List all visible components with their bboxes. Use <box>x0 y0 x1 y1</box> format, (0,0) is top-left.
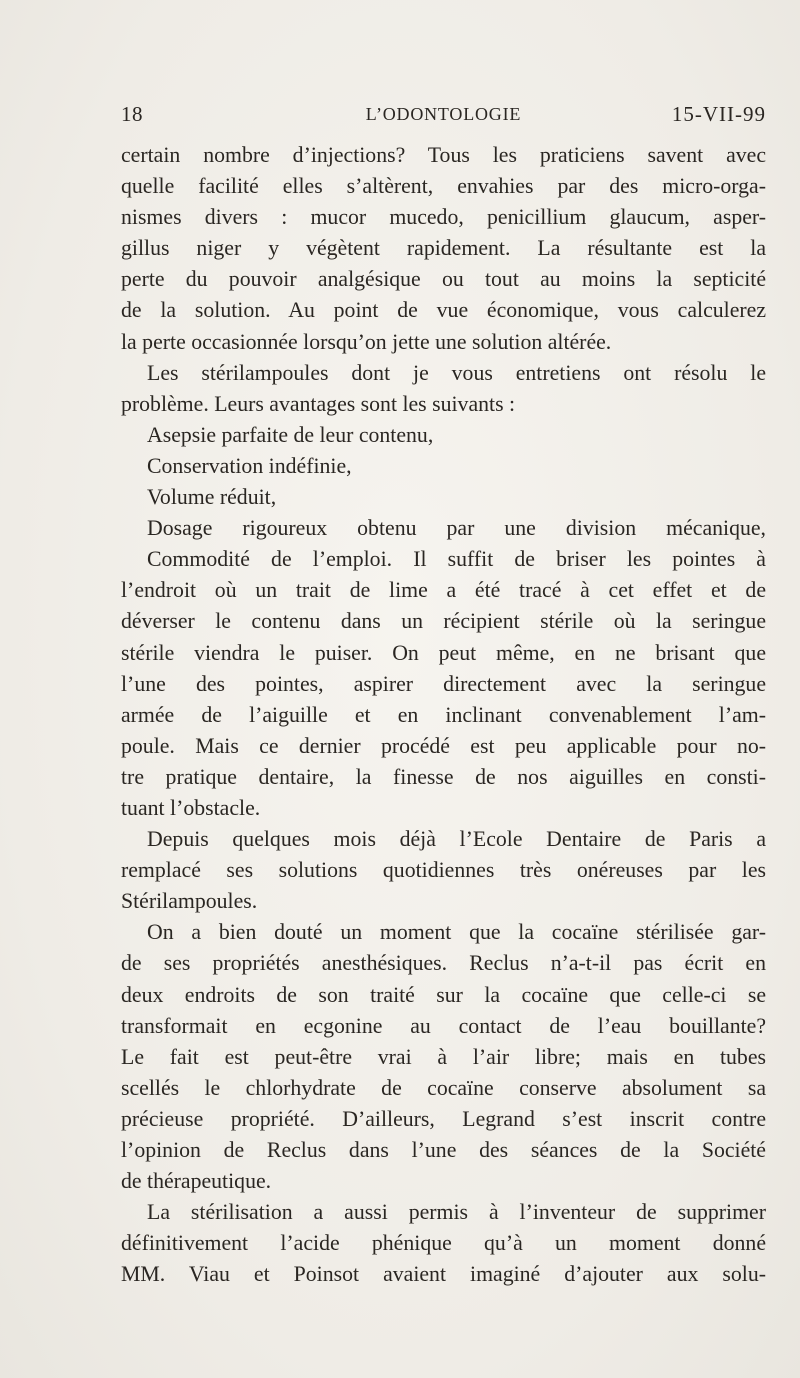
text-line: perte du pouvoir analgésique ou tout au moins la septicité <box>121 267 766 292</box>
text-line: armée de l’aiguille et en inclinant convenablement l’am- <box>121 702 766 727</box>
text-line: la perte occasionnée lorsqu’on jette une solution altérée. <box>121 329 612 354</box>
text-line: certain nombre d’injections? Tous les praticiens savent avec <box>121 143 766 167</box>
text-line: Asepsie parfaite de leur contenu, <box>147 422 434 447</box>
body-text <box>121 140 766 1290</box>
text-line: définitivement l’acide phénique qu’à un moment donné <box>121 1231 766 1256</box>
text-line: de la solution. Au point de vue économique, vous calculerez <box>121 298 766 323</box>
text-line: poule. Mais ce dernier procédé est peu applicable pour no- <box>121 733 766 758</box>
text-line: scellés le chlorhydrate de cocaïne conserve absolument sa <box>121 1075 766 1100</box>
journal-title: L’ODONTOLOGIE <box>365 104 522 124</box>
text-line: nismes divers : mucor mucedo, penicillium glaucum, asper- <box>121 205 766 230</box>
text-line: Volume réduit, <box>147 485 277 510</box>
text-line: déverser le contenu dans un récipient stérile où la seringue <box>121 609 766 634</box>
issue-date: 15-VII-99 <box>671 102 766 126</box>
text-line: gillus niger y végètent rapidement. La résultante est la <box>121 236 766 261</box>
text-line: Les stérilampoules dont je vous entretiens ont résolu le <box>147 360 766 385</box>
text-line: de ses propriétés anesthésiques. Reclus n’a-t-il pas écrit en <box>121 951 766 976</box>
text-line: Stérilampoules. <box>121 889 258 914</box>
page-number: 18 <box>121 102 143 126</box>
text-line: Depuis quelques mois déjà l’Ecole Dentaire de Paris a <box>147 827 766 852</box>
text-line: Conservation indéfinie, <box>147 453 352 478</box>
running-header <box>121 102 766 132</box>
text-line: l’opinion de Reclus dans l’une des séances de la Société <box>121 1138 766 1162</box>
text-line: tre pratique dentaire, la finesse de nos aiguilles en consti- <box>121 764 766 789</box>
text-line: de thérapeutique. <box>121 1169 272 1194</box>
text-line: l’une des pointes, aspirer directement avec la seringue <box>121 671 766 696</box>
text-line: Commodité de l’emploi. Il suffit de briser les pointes à <box>147 547 766 572</box>
text-line: remplacé ses solutions quotidiennes très onéreuses par les <box>121 858 766 883</box>
text-line: On a bien douté un moment que la cocaïne stérilisée gar- <box>147 920 766 945</box>
text-line: stérile viendra le puiser. On peut même, en ne brisant que <box>121 640 766 665</box>
text-line: précieuse propriété. D’ailleurs, Legrand s’est inscrit contre <box>121 1106 766 1131</box>
text-line: Dosage rigoureux obtenu par une division mécanique, <box>147 516 766 541</box>
text-line: l’endroit où un trait de lime a été tracé à cet effet et de <box>121 578 766 603</box>
text-line: problème. Leurs avantages sont les suivants : <box>121 391 516 416</box>
text-line: tuant l’obstacle. <box>121 795 261 820</box>
text-line: deux endroits de son traité sur la cocaïne que celle-ci se <box>121 982 766 1007</box>
text-line: La stérilisation a aussi permis à l’inventeur de supprimer <box>147 1200 766 1225</box>
text-line: transformait en ecgonine au contact de l’eau bouillante? <box>121 1013 766 1038</box>
text-line: quelle facilité elles s’altèrent, envahies par des micro-orga- <box>121 174 766 199</box>
text-line: Le fait est peut-être vrai à l’air libre; mais en tubes <box>121 1044 766 1069</box>
text-line: MM. Viau et Poinsot avaient imaginé d’ajouter aux solu- <box>121 1262 766 1287</box>
